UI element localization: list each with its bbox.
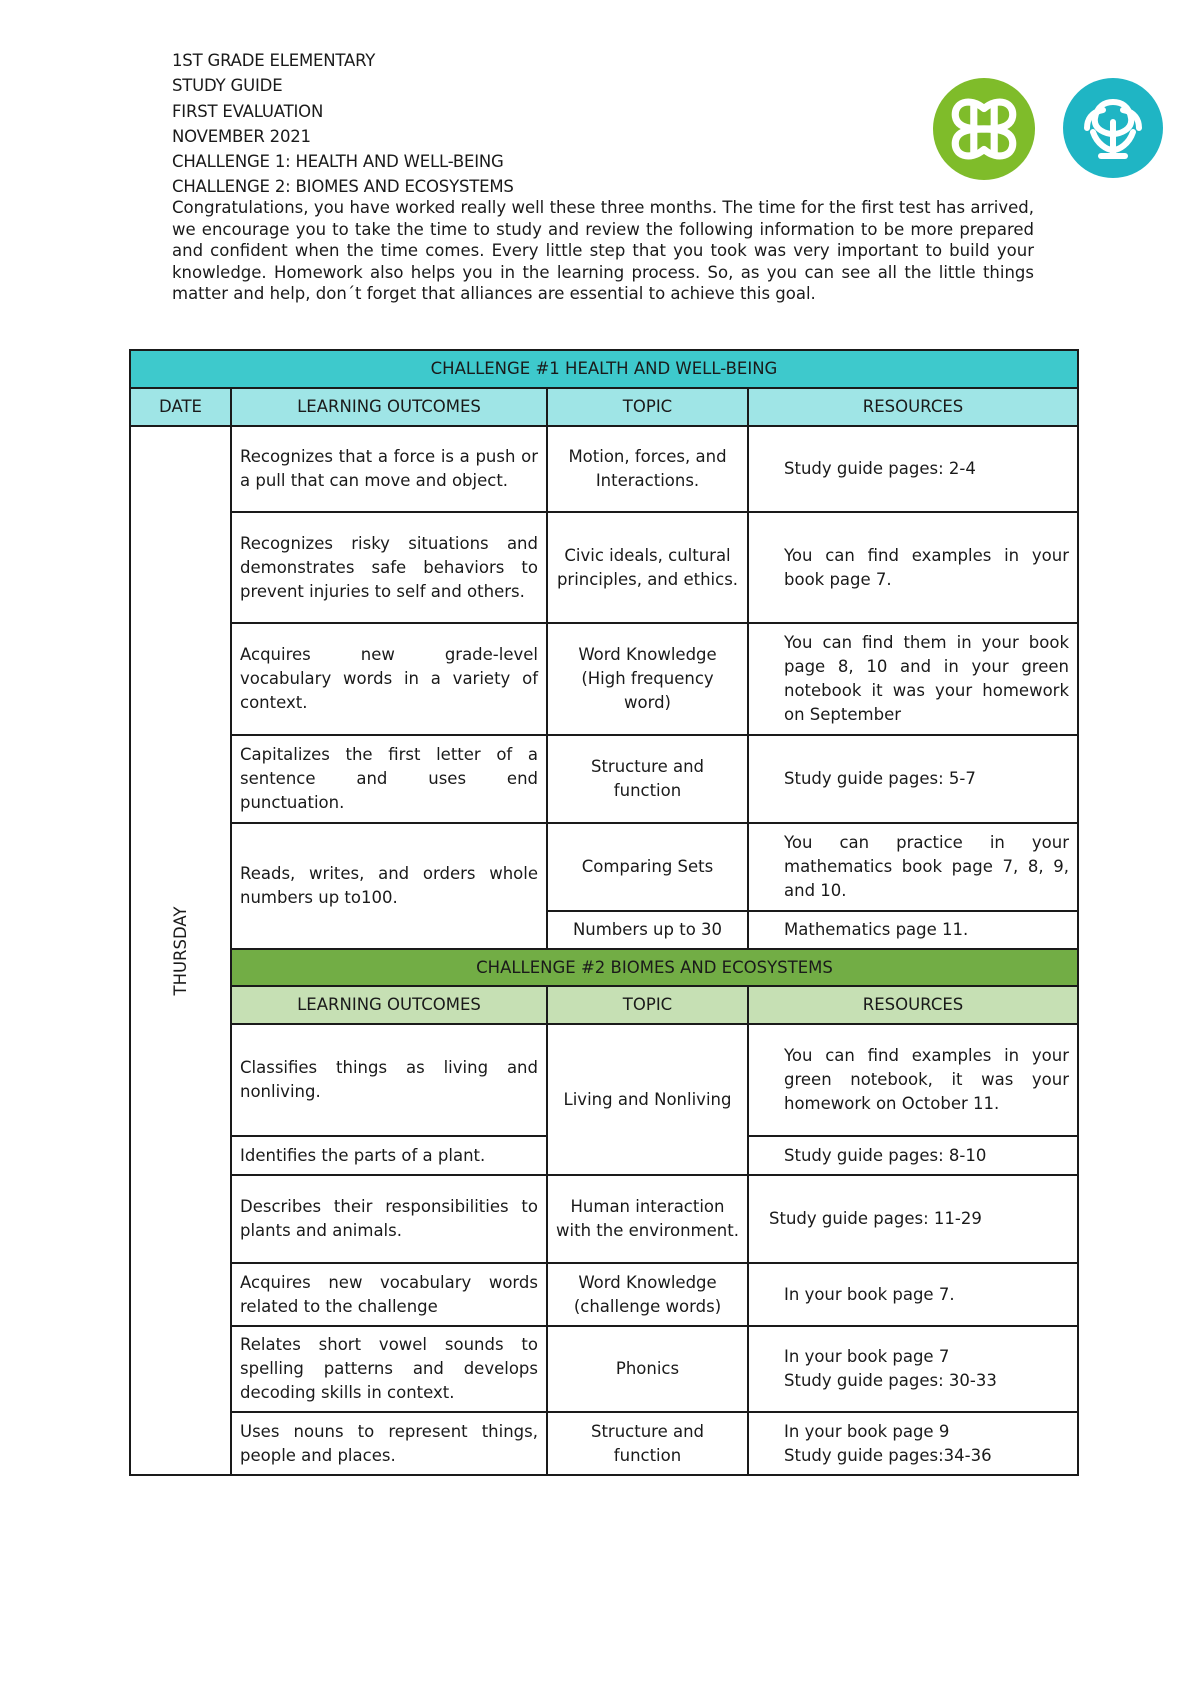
resources-cell: You can find examples in your book page 7. (748, 512, 1078, 623)
header-date: NOVEMBER 2021 (172, 126, 311, 146)
column-header-date: DATE (130, 388, 231, 426)
topic-cell: Civic ideals, cultural principles, and ethics. (547, 512, 748, 623)
intro-paragraph: Congratulations, you have worked really well these three months. The time for the first test has arrived, we encourage you to take the time to study and review the following information to be more prepared and confident when the time comes. Every little step that you took was very important to build your knowledge. Homework also helps you in the learning process. So, as you can see all the little things matter and help, don´t forget that alliances are essential to achieve this goal. (172, 198, 1034, 303)
outcome-cell: Acquires new grade-level vocabulary words in a variety of context. (231, 623, 547, 735)
topic-cell: Living and Nonliving (547, 1024, 748, 1175)
resources-cell: In your book page 7. (748, 1263, 1078, 1326)
study-guide-table (129, 349, 1079, 1476)
outcome-cell: Acquires new vocabulary words related to the challenge (231, 1263, 547, 1326)
topic-cell: Motion, forces, and Interactions. (547, 426, 748, 512)
topic-cell: Phonics (547, 1326, 748, 1412)
outcome-cell: Recognizes risky situations and demonstrates safe behaviors to prevent injuries to self and others. (231, 512, 547, 623)
outcome-cell: Describes their responsibilities to plants and animals. (231, 1175, 547, 1263)
header-challenge-2: CHALLENGE 2: BIOMES AND ECOSYSTEMS (172, 177, 514, 197)
outcome-cell: Relates short vowel sounds to spelling patterns and develops decoding skills in context. (231, 1326, 547, 1412)
header-doc-type: STUDY GUIDE (172, 76, 283, 96)
resources-cell: Study guide pages: 2-4 (748, 426, 1078, 512)
outcome-cell: Classifies things as living and nonliving. (231, 1024, 547, 1136)
resources-cell: In your book page 7 Study guide pages: 30-33 (748, 1326, 1078, 1412)
header-grade: 1ST GRADE ELEMENTARY (172, 51, 376, 70)
column-header-topic-2: TOPIC (547, 986, 748, 1024)
topic-cell: Word Knowledge (challenge words) (547, 1263, 748, 1326)
resources-cell: Study guide pages: 8-10 (748, 1136, 1078, 1175)
header-evaluation: FIRST EVALUATION (172, 101, 324, 121)
header-challenge-1: CHALLENGE 1: HEALTH AND WELL-BEING (172, 152, 504, 172)
resources-cell: You can practice in your mathematics book page 7, 8, 9, and 10. (748, 823, 1078, 911)
resources-cell: You can find them in your book page 8, 10 and in your green notebook it was your homework on September (748, 623, 1078, 735)
topic-cell: Human interaction with the environment. (547, 1175, 748, 1263)
outcome-cell: Reads, writes, and orders whole numbers up to100. (231, 823, 547, 949)
outcome-cell: Uses nouns to represent things, people and places. (231, 1412, 547, 1475)
document-header (172, 48, 514, 200)
teal-knot-logo-icon (1063, 78, 1163, 178)
outcome-cell: Recognizes that a force is a push or a pull that can move and object. (231, 426, 547, 512)
topic-cell: Numbers up to 30 (547, 911, 748, 949)
resources-cell: Study guide pages: 11-29 (748, 1175, 1078, 1263)
column-header-outcomes-2: LEARNING OUTCOMES (231, 986, 547, 1024)
green-knot-logo-icon (933, 78, 1035, 180)
outcome-cell: Capitalizes the first letter of a sentence and uses end punctuation. (231, 735, 547, 823)
topic-cell: Word Knowledge (High frequency word) (547, 623, 748, 735)
column-header-resources-2: RESOURCES (748, 986, 1078, 1024)
date-cell (130, 426, 231, 1475)
column-header-topic: TOPIC (547, 388, 748, 426)
column-header-resources: RESOURCES (748, 388, 1078, 426)
resources-cell: Mathematics page 11. (748, 911, 1078, 949)
resources-cell: Study guide pages: 5-7 (748, 735, 1078, 823)
date-label: THURSDAY (170, 905, 190, 996)
resources-cell: You can find examples in your green notebook, it was your homework on October 11. (748, 1024, 1078, 1136)
column-header-outcomes: LEARNING OUTCOMES (231, 388, 547, 426)
outcome-cell: Identifies the parts of a plant. (231, 1136, 547, 1175)
topic-cell: Structure and function (547, 735, 748, 823)
topic-cell: Structure and function (547, 1412, 748, 1475)
challenge-2-title: CHALLENGE #2 BIOMES AND ECOSYSTEMS (231, 949, 1078, 986)
challenge-1-title: CHALLENGE #1 HEALTH AND WELL-BEING (130, 350, 1078, 388)
topic-cell: Comparing Sets (547, 823, 748, 911)
resources-cell: In your book page 9 Study guide pages:34-36 (748, 1412, 1078, 1475)
